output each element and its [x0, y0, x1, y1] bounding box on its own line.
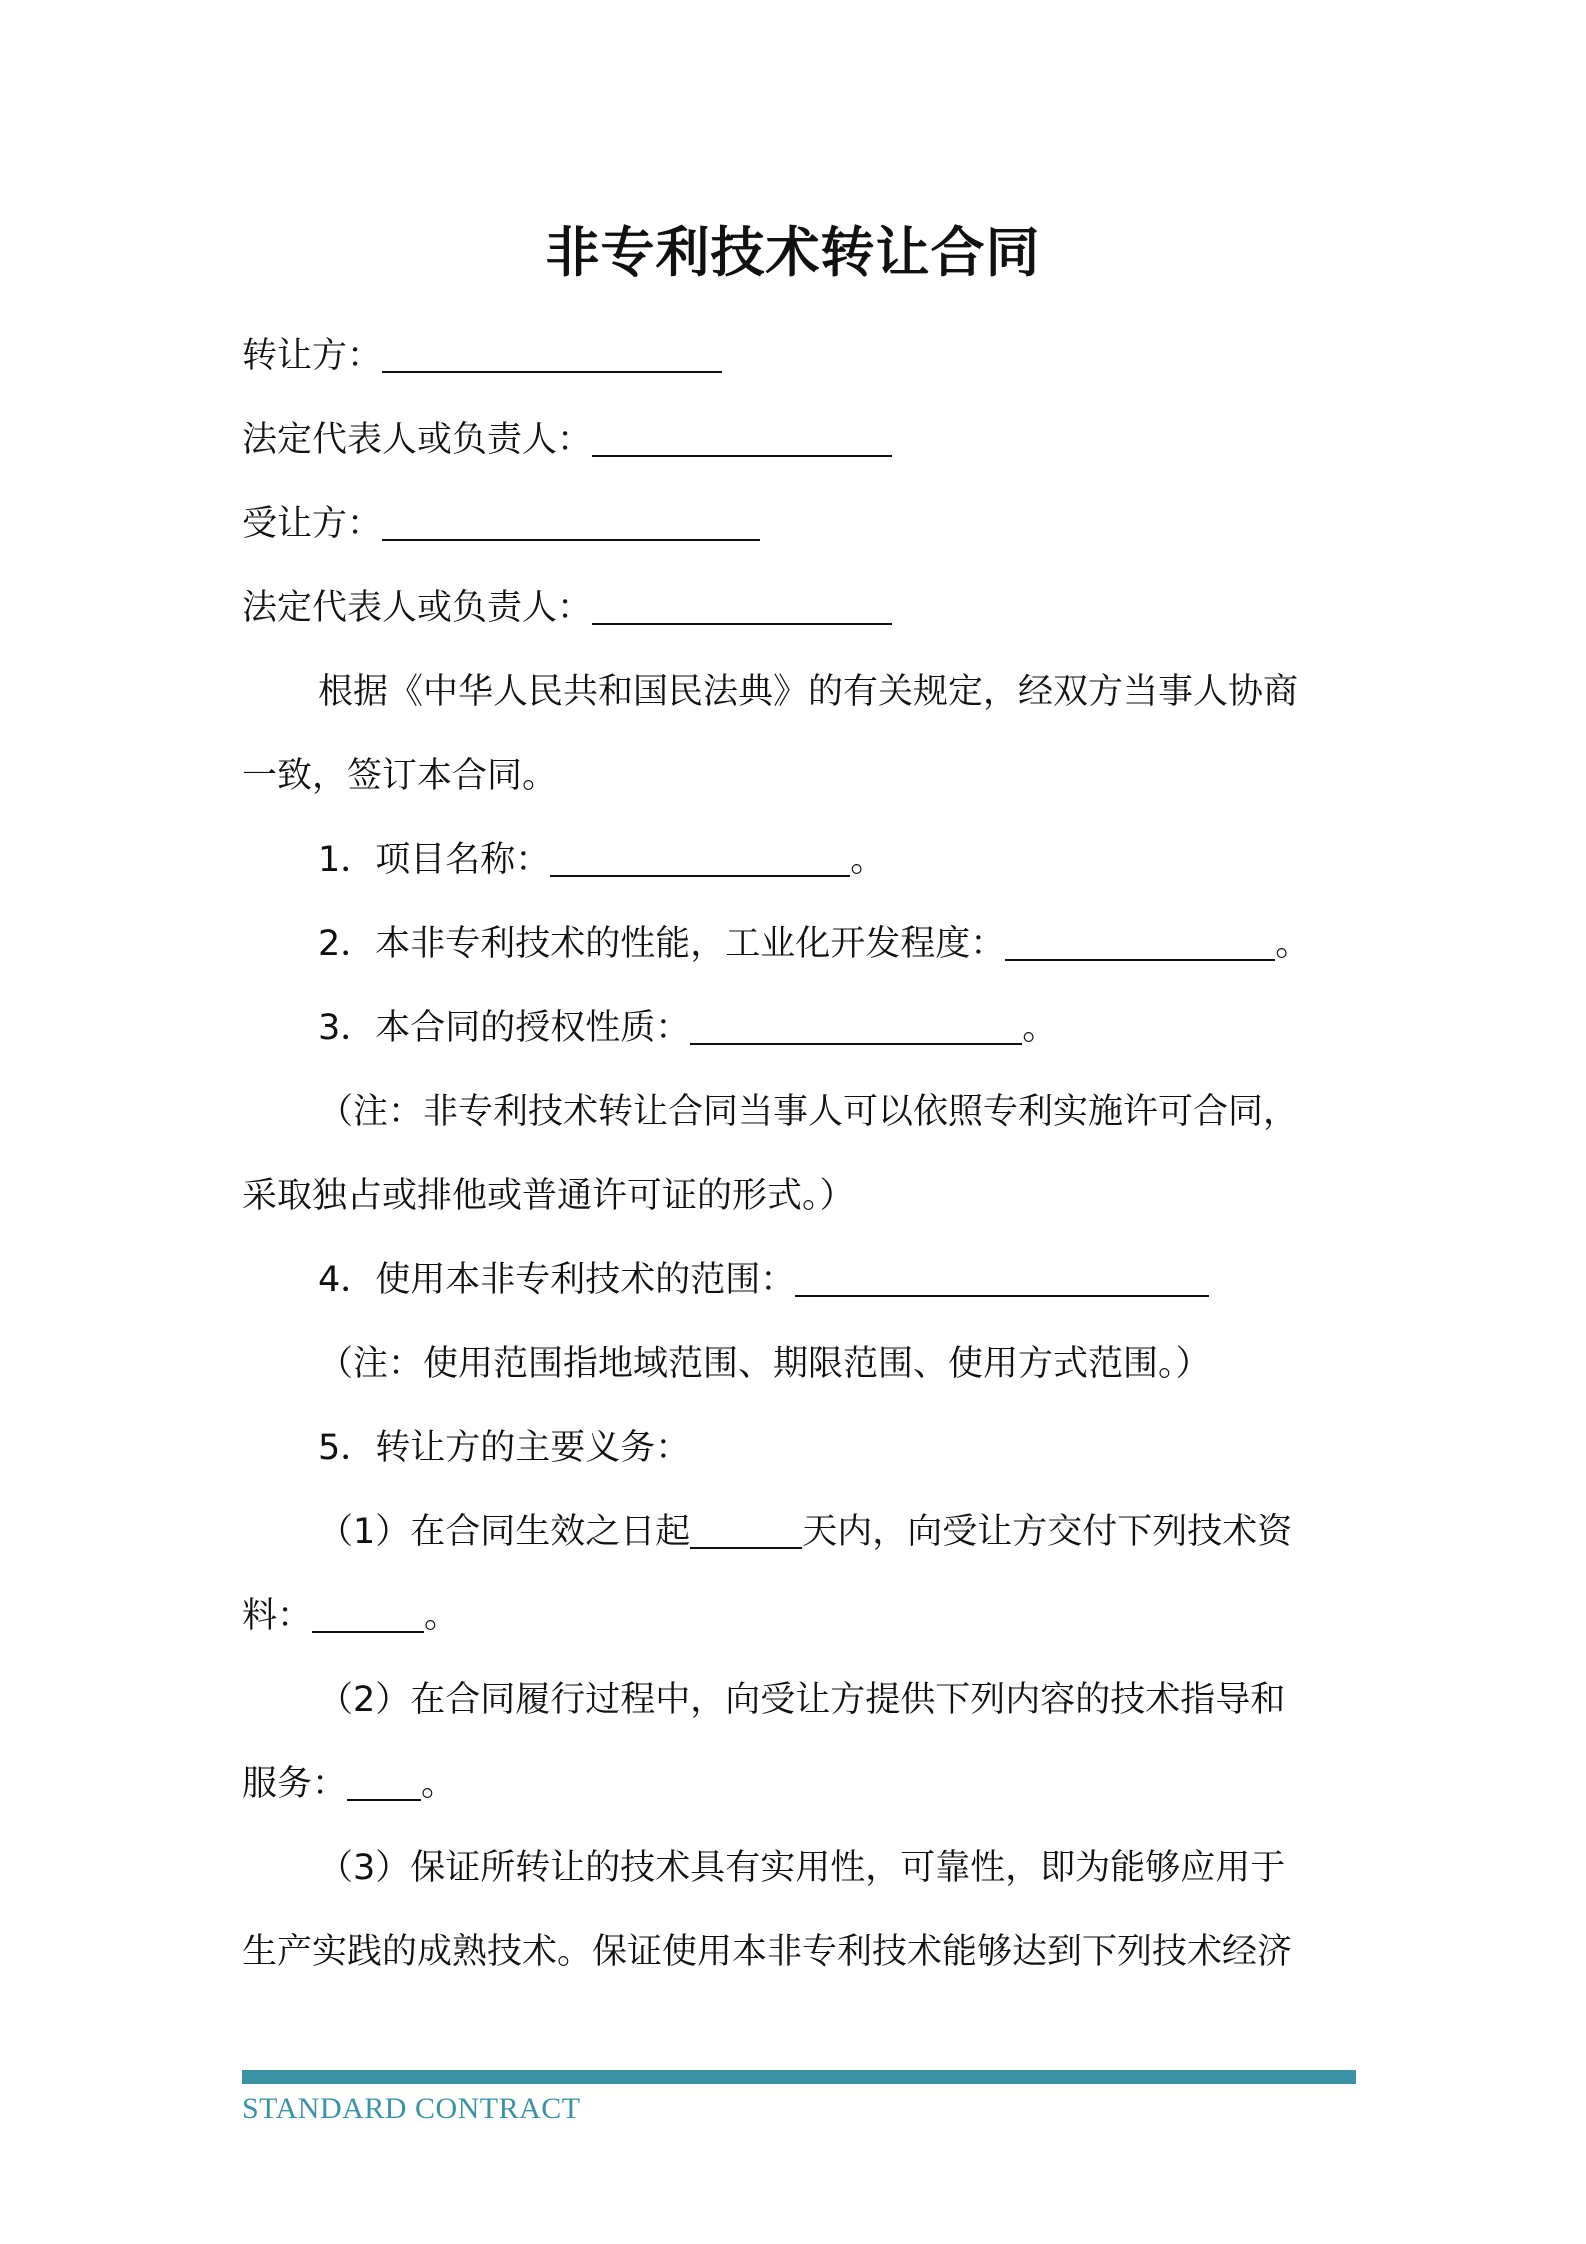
item1-label: 1．项目名称：	[318, 840, 551, 880]
duty1-line-2	[242, 1592, 459, 1640]
duty2-service-label: 服务：	[242, 1764, 348, 1804]
item1-blank[interactable]	[550, 839, 850, 877]
duty2-period: 。	[421, 1764, 457, 1804]
duty2-service-blank[interactable]	[347, 1763, 421, 1801]
document-title: 非专利技术转让合同	[545, 221, 1041, 284]
rep1-blank[interactable]	[592, 419, 892, 457]
item2-line	[318, 920, 1310, 968]
note1-line-2: 采取独占或排他或普通许可证的形式。）	[242, 1176, 855, 1216]
duty3-line-2: 生产实践的成熟技术。保证使用本非专利技术能够达到下列技术经济	[242, 1932, 1293, 1972]
duty1-materials-blank[interactable]	[312, 1595, 424, 1633]
item3-label: 3．本合同的授权性质：	[318, 1008, 691, 1048]
item3-period: 。	[1022, 1008, 1058, 1048]
duty1-text-a: （1）在合同生效之日起	[318, 1512, 691, 1552]
rep1-line	[242, 416, 892, 464]
item2-period: 。	[1275, 924, 1311, 964]
rep2-line	[242, 584, 892, 632]
duty1-materials-label: 料：	[242, 1596, 313, 1636]
note2-line: （注：使用范围指地域范围、期限范围、使用方式范围。）	[318, 1344, 1211, 1384]
item5-line: 5．转让方的主要义务：	[318, 1428, 691, 1468]
footer-divider	[242, 2070, 1356, 2084]
duty2-line-2	[242, 1760, 456, 1808]
transferor-blank[interactable]	[382, 335, 722, 373]
intro-line-2: 一致，签订本合同。	[242, 756, 558, 796]
item4-blank[interactable]	[795, 1259, 1209, 1297]
duty2-line-1: （2）在合同履行过程中，向受让方提供下列内容的技术指导和	[318, 1680, 1286, 1720]
transferor-label: 转让方：	[242, 336, 383, 376]
footer-label: STANDARD CONTRACT	[242, 2092, 581, 2125]
item2-blank[interactable]	[1005, 923, 1275, 961]
item1-line	[318, 836, 885, 884]
note1-line-1: （注：非专利技术转让合同当事人可以依照专利实施许可合同，	[318, 1092, 1299, 1132]
transferor-line	[242, 332, 722, 380]
item1-period: 。	[850, 840, 886, 880]
transferee-blank[interactable]	[382, 503, 760, 541]
duty1-days-blank[interactable]	[690, 1511, 802, 1549]
item2-label: 2．本非专利技术的性能，工业化开发程度：	[318, 924, 1006, 964]
intro-line-1: 根据《中华人民共和国民法典》的有关规定，经双方当事人协商	[318, 672, 1299, 712]
rep2-blank[interactable]	[592, 587, 892, 625]
item4-line	[318, 1256, 1209, 1304]
item3-blank[interactable]	[690, 1007, 1022, 1045]
duty1-period: 。	[424, 1596, 460, 1636]
rep1-label: 法定代表人或负责人：	[242, 420, 593, 460]
duty1-line-1	[318, 1508, 1292, 1556]
transferee-line	[242, 500, 760, 548]
item4-label: 4．使用本非专利技术的范围：	[318, 1260, 796, 1300]
rep2-label: 法定代表人或负责人：	[242, 588, 593, 628]
transferee-label: 受让方：	[242, 504, 383, 544]
item3-line	[318, 1004, 1057, 1052]
duty1-text-b: 天内，向受让方交付下列技术资	[802, 1512, 1293, 1552]
duty3-line-1: （3）保证所转让的技术具有实用性，可靠性，即为能够应用于	[318, 1848, 1286, 1888]
